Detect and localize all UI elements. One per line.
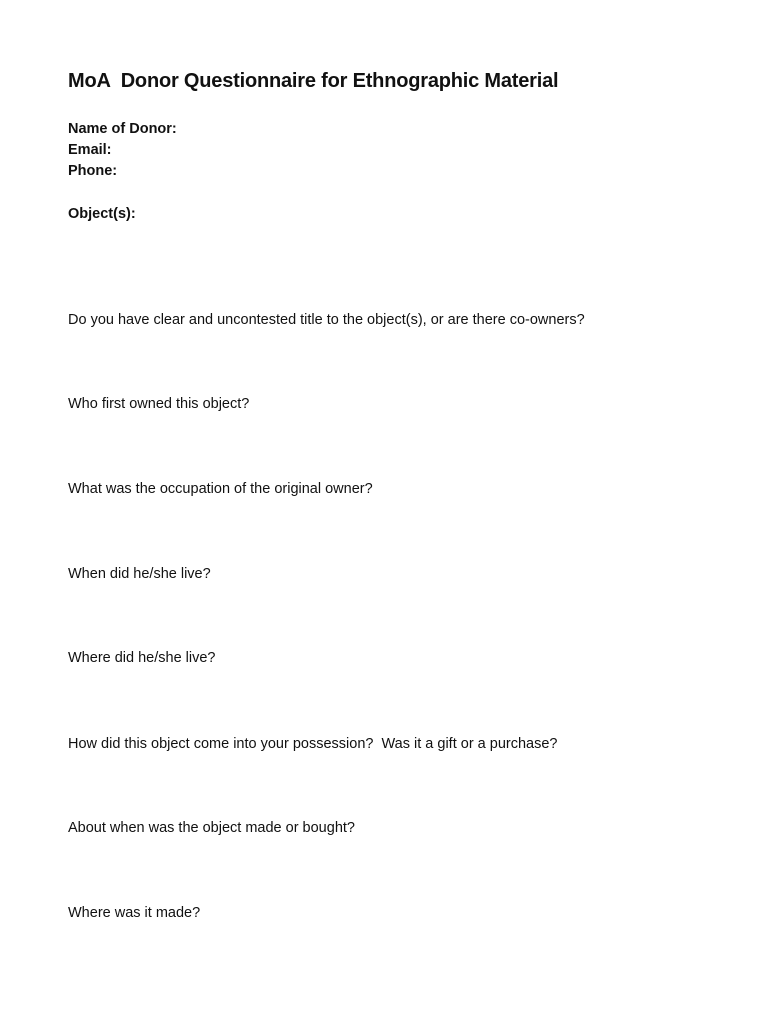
question-where-made: Where was it made? xyxy=(68,905,201,921)
question-when-lived: When did he/she live? xyxy=(68,566,211,582)
question-occupation: What was the occupation of the original owner? xyxy=(68,481,373,497)
question-where-lived: Where did he/she live? xyxy=(68,650,216,666)
phone-label: Phone: xyxy=(68,163,118,179)
question-when-made: About when was the object made or bought? xyxy=(68,820,355,836)
question-possession: How did this object come into your possession? Was it a gift or a purchase? xyxy=(68,736,558,752)
question-first-owner: Who first owned this object? xyxy=(68,396,250,412)
objects-label: Object(s): xyxy=(68,206,136,222)
question-title: Do you have clear and uncontested title to the object(s), or are there co-owners? xyxy=(68,312,585,328)
document-title: MoA Donor Questionnaire for Ethnographic Material xyxy=(68,70,559,92)
email-label: Email: xyxy=(68,142,112,158)
donor-name-label: Name of Donor: xyxy=(68,121,177,137)
